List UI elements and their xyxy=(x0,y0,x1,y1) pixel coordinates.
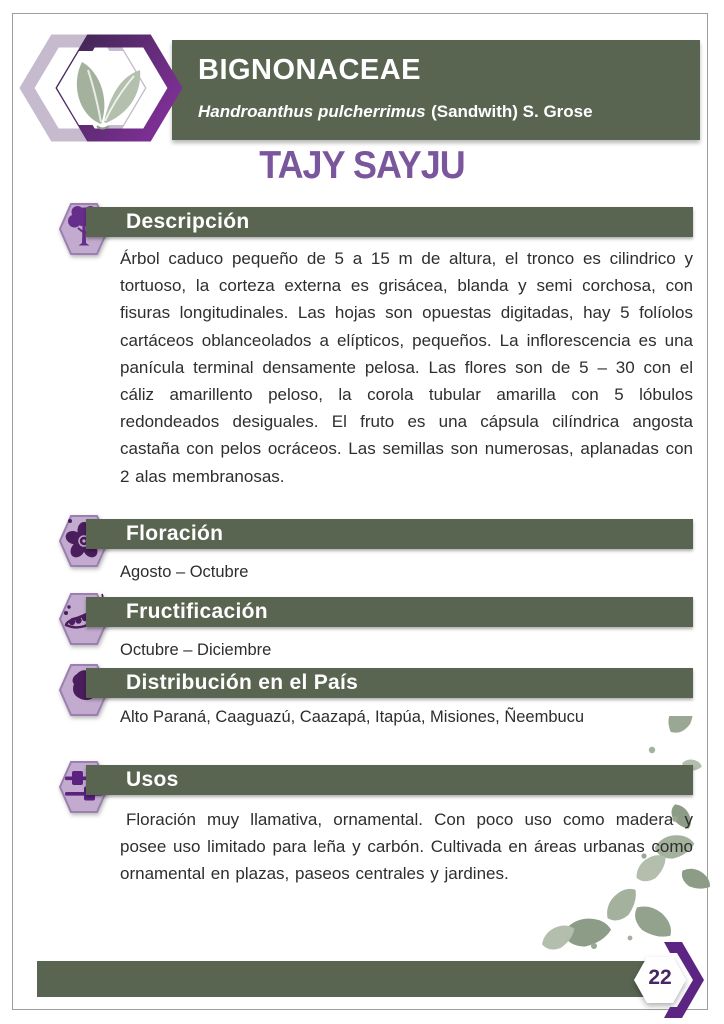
section-usos-header xyxy=(86,765,693,795)
section-title: Usos xyxy=(126,768,179,791)
section-floracion-header xyxy=(86,519,693,549)
leaves-logo-icon xyxy=(18,22,184,154)
section-title: Floración xyxy=(126,522,224,545)
page-number: 22 xyxy=(648,966,672,989)
common-name-title: TAJY SAYJU xyxy=(259,144,465,187)
footer-bar xyxy=(37,961,648,997)
distribucion-body: Alto Paraná, Caaguazú, Caazapá, Itapúa, Misiones, Ñeembucu xyxy=(120,708,585,726)
floracion-body: Agosto – Octubre xyxy=(120,563,249,581)
family-name: BIGNONACEAE xyxy=(198,54,422,86)
section-fructificacion-header xyxy=(86,597,693,627)
species-name xyxy=(198,102,593,122)
section-distribucion-header xyxy=(86,668,693,698)
descripcion-body: Árbol caduco pequeño de 5 a 15 m de altura, el tronco es cilindrico y tortuoso, la corteza externa es grisácea, blanda y semi corchosa, con fisuras longitudinales. Las hojas son opuestas digitadas, hay 5 folíolos cartáceos oblanceolados a elípticos, pequeños. La inflorescencia es una panícula terminal densamente pelosa. Las flores son de 5 – 30 con el cáliz amarillento peloso, la corola tubular amarilla con 5 lóbulos redondeados desiguales. El fruto es una cápsula cilíndrica angosta castaña con pelos ocráceos. Las semillas son numerosas, aplanadas con 2 alas membranosas. xyxy=(120,249,693,486)
species-binomial: Handroanthus pulcherrimus xyxy=(198,102,426,121)
section-title: Fructificación xyxy=(126,600,268,623)
header-band xyxy=(172,40,700,140)
section-descripcion-header xyxy=(86,207,693,237)
section-title: Distribución en el País xyxy=(126,671,359,694)
species-author: (Sandwith) S. Grose xyxy=(431,102,593,121)
fructificacion-body: Octubre – Diciembre xyxy=(120,641,272,659)
section-title: Descripción xyxy=(126,210,250,233)
usos-body: Floración muy llamativa, ornamental. Con poco uso como madera y posee uso limitado para leña y carbón. Cultivada en áreas urbanas como ornamental en plazas, paseos centrales y jardines. xyxy=(120,810,693,884)
